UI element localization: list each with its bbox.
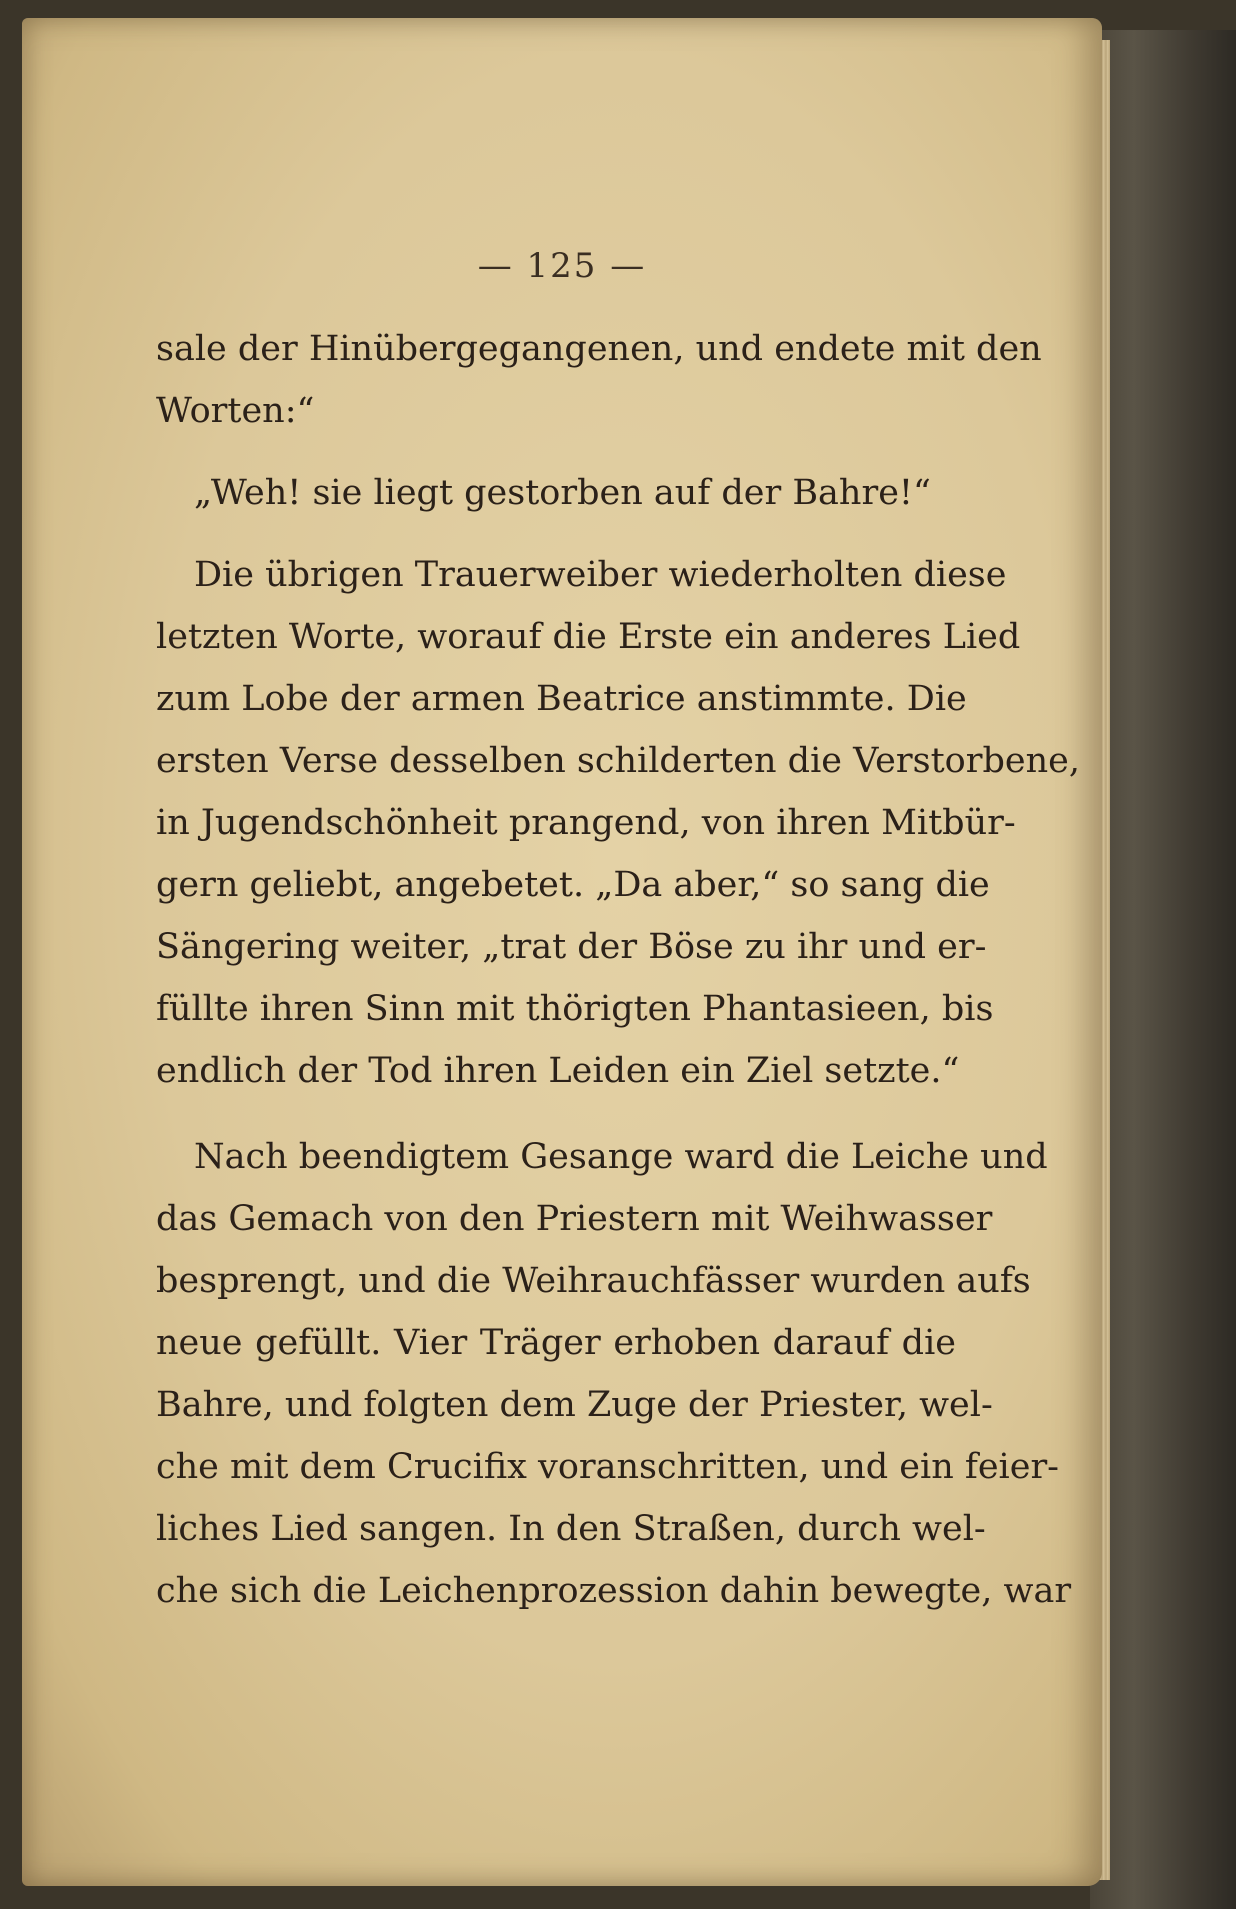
text-line: che mit dem Crucifix voranschritten, und ein feier- [156,1447,1060,1487]
text-line: besprengt, und die Weihrauchfässer wurden aufs [156,1261,1031,1301]
text-line: zum Lobe der armen Beatrice anstimmte. Die [156,679,967,719]
text-line: Bahre, und folgten dem Zuge der Priester, wel- [156,1385,993,1425]
text-line: Nach beendigtem Gesange ward die Leiche und [194,1137,1048,1177]
text-line: füllte ihren Sinn mit thörigten Phantasieen, bis [156,989,994,1029]
text-line: sale der Hinübergegangenen, und endete mit den [156,329,1042,369]
text-line: neue gefüllt. Vier Träger erhoben darauf die [156,1323,956,1363]
text-line: „Weh! sie liegt gestorben auf der Bahre!“ [194,473,931,513]
paragraph-4 [156,1126,1072,1622]
text-line: das Gemach von den Priestern mit Weihwasser [156,1199,993,1239]
paragraph-2 [156,462,956,524]
text-line: ersten Verse desselben schilderten die Verstorbene, [156,741,1080,781]
book-cover-edge [1090,30,1236,1909]
text-line: gern geliebt, angebetet. „Da aber,“ so sang die [156,865,990,905]
text-line: liches Lied sangen. In den Straßen, durch wel- [156,1509,986,1549]
page-number: — 125 — [477,246,647,286]
text-line: Sängering weiter, „trat der Böse zu ihr und er- [156,927,987,967]
text-line: Worten:“ [156,391,315,431]
page-text [156,318,1080,1622]
paragraph-3 [156,544,1080,1102]
text-line: Die übrigen Trauerweiber wiederholten diese [194,555,1007,595]
text-line: letzten Worte, worauf die Erste ein anderes Lied [156,617,1021,657]
text-line: che sich die Leichenprozession dahin bewegte, war [156,1571,1072,1611]
paragraph-1 [156,318,1042,442]
text-line: in Jugendschönheit prangend, von ihren Mitbür- [156,803,1016,843]
text-line: endlich der Tod ihren Leiden ein Ziel setzte.“ [156,1051,960,1091]
